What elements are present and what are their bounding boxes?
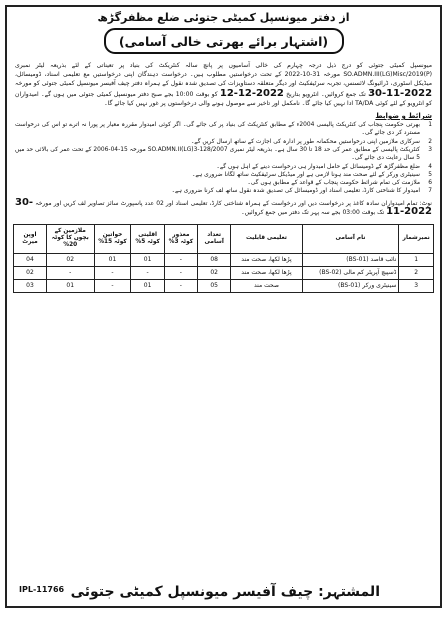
advertiser-signature: المشتہر: چیف آفیسر میونسپل کمیٹی جتوئی [70,584,380,600]
col-count: تعداد آسامی [197,224,230,253]
col-serial: نمبرشمار [399,224,434,253]
term-item: 5 سینیٹری ورکر کے لئے صحت مند ہونا لازمی ہے اور میڈیکل سرٹیفکیٹ ساتھ لگانا ضروری ہے۔ [191,171,432,178]
term-item: 6 ملازمت کی تمام شرائط حکومت پنجاب کے قواعد کے مطابق ہوں گی۔ [247,180,432,187]
term-item: 7 امیدوار کا شناختی کارڈ، تعلیمی اسناد اور ڈومیسائل کی تصدیق شدہ نقول ساتھ لف کرنا ضروری ہے۔ [171,188,432,195]
col-disabled-quota: معذور کوٹہ 3% [164,224,197,253]
interview-date: 12-12-2022 [219,87,284,99]
term-item: 1 بھرتی حکومت پنجاب کی کنٹریکٹ پالیسی 2004ء کے مطابق کنٹریکٹ کی بنیاد پر کی جائے گی۔ اگر کوئی امیدوار مقررہ معیار پر پورا نہ اترے تو اس کی درخواست مسترد کر دی جائے گی۔ [15,122,432,137]
col-post: نام آسامی [302,224,399,253]
note-text-1: نوٹ: تمام امیدواران سادہ کاغذ پر درخواست دیں اور درخواست کے ہمراہ شناختی کارڈ، تعلیمی اسناد اور 02 عدد پاسپورٹ سائز تصاویر لف کریں اور مورخہ [35,199,432,207]
intro-text-2: مورخہ 31-10-2022 کے تحت درخواستیں مطلوب ہیں۔ درخواست دہندگان اپنی درخواستیں مع تعلیمی اسناد، ڈومیسائل، میڈیکل اسٹوری، ڈرائیونگ لائسنس، تجربہ سرٹیفکیٹ اور دیگر متعلقہ دستاویزات کی تصدیق شدہ نقول کے ہمراہ دفتر چیف آفیسر میونسپل کمیٹی جتوئی کو مورخہ [15,71,432,88]
letter-reference: SO.ADMN.III(LG)Misc/2019(P) [343,71,433,79]
office-header: از دفتر میونسپل کمیٹی جتوئی ضلع مظفرگڑھ [97,11,350,24]
col-open-merit: اوپن میرٹ [14,224,47,253]
intro-text-4: کو بوقت 10:00 بجے صبح دفتر میونسپل کمیٹی جتوئی میں ہوں گے۔ امیدواران کو انٹرویو کے لئے کوئی TA/DA ادا نہیں کیا جائے گا۔ نامکمل اور تاخیر سے موصول ہونے والی درخواستوں پر غور نہیں کیا جائے گا۔ [15,90,432,107]
term-item: 2 سرکاری ملازمین اپنی درخواستیں محکمانہ طور پر ادارہ کی اجازت کے ساتھ ارسال کریں گے۔ [190,138,432,145]
last-date: 30-11-2022 [368,87,433,99]
terms-heading: شرائط و ضوابط [375,112,432,121]
col-minority-quota: اقلیتی کوٹہ 5% [131,224,164,253]
advertisement-page [5,5,442,608]
intro-paragraph [15,61,432,108]
note-paragraph [15,196,432,218]
term-item: 3 کنٹریکٹ پالیسی کے مطابق عمر کی حد 18 تا 30 سال ہے۔ بذریعہ لیٹر نمبری SO.ADMN.II(LG)3-128/2007 مورخہ 15-04-2006 کے تحت عمر کی بالائی حد میں 5 سال رعایت دی جائے گی۔ [15,146,432,162]
table-header-row [14,224,434,253]
table-row: 3 سینیٹری ورکر (BS-01) صحت مند 05 - 01 - 01 03 [14,279,434,292]
table-row: 1 نائب قاصد (BS-01) پڑھا لکھا، صحت مند 08 - 01 01 02 04 [14,253,434,266]
term-item: 4 ضلع مظفرگڑھ کے ڈومیسائل کے حامل امیدوار ہی درخواست دینے کے اہل ہوں گے۔ [216,163,432,170]
col-women-quota: خواتین کوٹہ 15% [94,224,131,253]
note-date: 30-11-2022 [15,196,432,218]
posts-table [13,224,434,293]
table-row: 2 ڈسپیچ آپریٹر کم مالی (BS-02) پڑھا لکھا، صحت مند 02 - - - - 02 [14,266,434,279]
intro-text-3: تک جمع کروائیں۔ انٹرویو بتاریخ [286,90,366,98]
advertisement-title: (اشتہار برائے بھرتی خالی آسامی) [104,28,344,54]
col-children-quota: ملازمین کے بچوں کا کوٹہ 20% [46,224,94,253]
intro-text-1: میونسپل کمیٹی جتوئی کو درج ذیل درجہ چہارم کی خالی آسامیوں پر پانچ سالہ کنٹریکٹ کی بنیاد پر تعیناتی کے لئے بذریعہ لیٹر نمبری [15,62,432,69]
col-qualification: تعلیمی قابلیت [231,224,302,253]
note-text-2: تک بوقت 03:00 بجے سہ پہر تک دفتر میں جمع کروائیں۔ [241,209,385,217]
terms-list [15,121,432,196]
ipl-reference: IPL-11766 [19,585,65,594]
